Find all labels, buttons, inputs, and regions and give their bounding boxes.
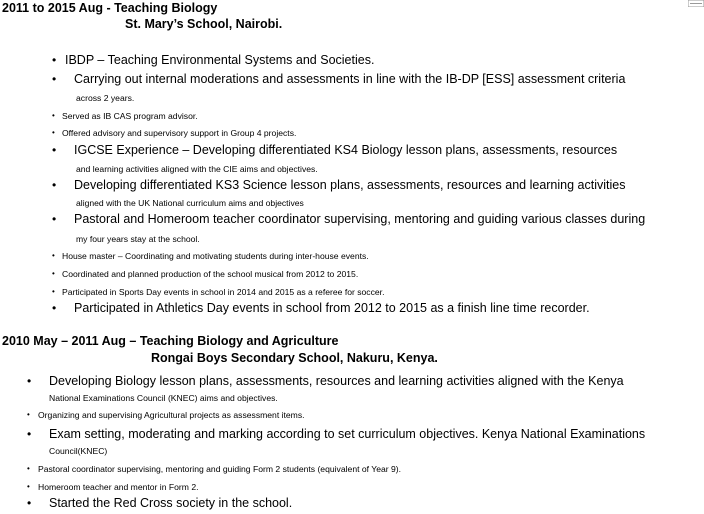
list-item-continuation: aligned with the UK National curriculum aims and objectives [76, 198, 304, 208]
bullet-icon: • [27, 482, 30, 491]
section-1-school: St. Mary’s School, Nairobi. [125, 17, 283, 31]
list-item: Participated in Athletics Day events in school from 2012 to 2015 as a finish line time recorder. [74, 301, 590, 315]
bullet-icon: • [52, 72, 57, 86]
bullet-icon: • [27, 427, 32, 441]
list-item: IBDP – Teaching Environmental Systems and Societies. [65, 53, 375, 67]
list-item: Carrying out internal moderations and assessments in line with the IB-DP [ESS] assessment criteria [74, 72, 626, 86]
bullet-icon: • [52, 287, 55, 296]
bullet-icon: • [27, 410, 30, 419]
list-item: Coordinated and planned production of the school musical from 2012 to 2015. [62, 269, 359, 279]
list-item: Homeroom teacher and mentor in Form 2. [38, 482, 199, 492]
corner-marker-icon [688, 0, 704, 7]
bullet-icon: • [52, 251, 55, 260]
list-item: IGCSE Experience – Developing differentiated KS4 Biology lesson plans, assessments, resources [74, 143, 618, 157]
list-item: Pastoral and Homeroom teacher coordinator supervising, mentoring and guiding various classes during [74, 212, 646, 226]
bullet-icon: • [27, 374, 32, 388]
list-item-continuation: Council(KNEC) [49, 446, 108, 456]
list-item-continuation: my four years stay at the school. [76, 234, 200, 244]
bullet-icon: • [52, 143, 57, 157]
list-item-continuation: across 2 years. [76, 93, 135, 103]
bullet-icon: • [52, 212, 57, 226]
bullet-icon: • [52, 111, 55, 120]
list-item: Offered advisory and supervisory support in Group 4 projects. [62, 128, 297, 138]
list-item: Developing Biology lesson plans, assessments, resources and learning activities aligned with the Kenya [49, 374, 624, 388]
bullet-icon: • [27, 464, 30, 473]
bullet-icon: • [52, 178, 57, 192]
list-item: Organizing and supervising Agricultural projects as assessment items. [38, 410, 305, 420]
list-item: Started the Red Cross society in the school. [49, 496, 293, 510]
list-item: Participated in Sports Day events in school in 2014 and 2015 as a referee for soccer. [62, 287, 385, 297]
list-item-continuation: National Examinations Council (KNEC) aims and objectives. [49, 393, 278, 403]
section-2-school: Rongai Boys Secondary School, Nakuru, Kenya. [151, 351, 438, 365]
list-item: Pastoral coordinator supervising, mentoring and guiding Form 2 students (equivalent of Year 9). [38, 464, 402, 474]
bullet-icon: • [27, 496, 32, 510]
section-2-heading: 2010 May – 2011 Aug – Teaching Biology and Agriculture [2, 334, 339, 348]
bullet-icon: • [52, 269, 55, 278]
list-item: Developing differentiated KS3 Science lesson plans, assessments, resources and learning activities [74, 178, 626, 192]
section-1-heading: 2011 to 2015 Aug - Teaching Biology [2, 1, 218, 15]
list-item: Exam setting, moderating and marking according to set curriculum objectives. Kenya National Examinations [49, 427, 646, 441]
bullet-icon: • [52, 128, 55, 137]
bullet-icon: • [52, 53, 57, 67]
list-item-continuation: and learning activities aligned with the CIE aims and objectives. [76, 164, 318, 174]
bullet-icon: • [52, 301, 57, 315]
list-item: Served as IB CAS program advisor. [62, 111, 198, 121]
list-item: House master – Coordinating and motivating students during inter-house events. [62, 251, 369, 261]
